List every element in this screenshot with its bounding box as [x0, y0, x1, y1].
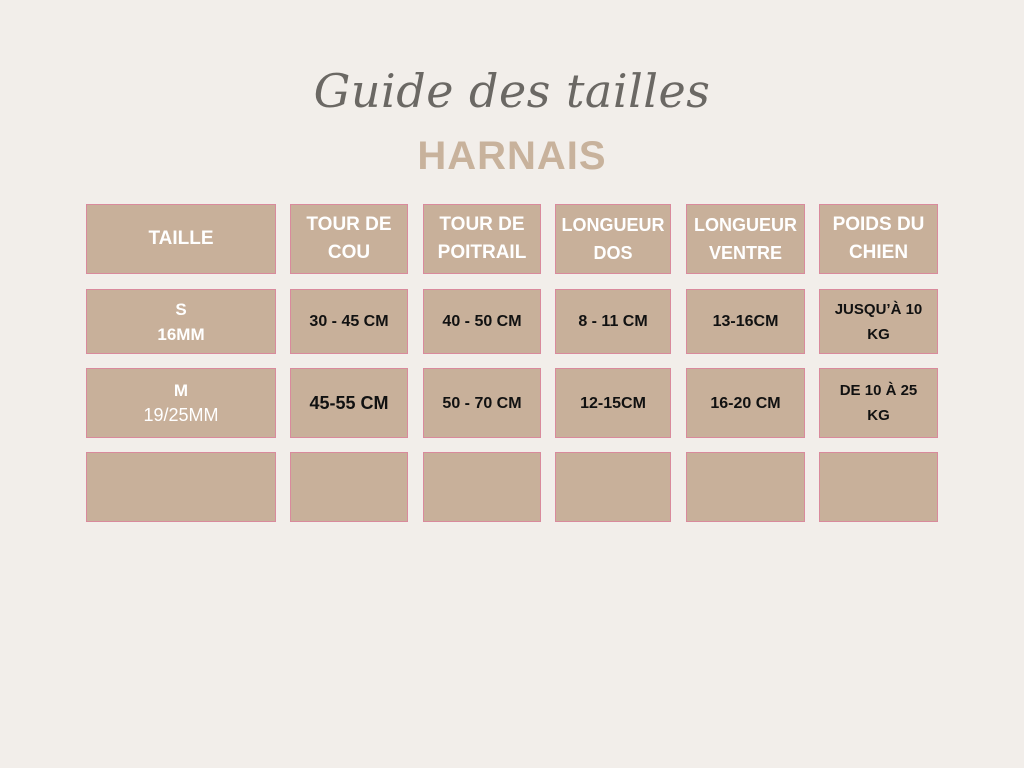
header-label: POIDS DU — [832, 214, 925, 235]
header-label: LONGUEUR — [694, 215, 797, 235]
cell-value: 40 - 50 CM — [442, 313, 522, 330]
header-label: POITRAIL — [437, 242, 527, 263]
size-letter: S — [175, 299, 187, 319]
table-row-empty-cell — [423, 452, 541, 522]
header-label: LONGUEUR — [561, 215, 665, 235]
table-row-s-dos-cell — [555, 289, 671, 354]
table-row-m-cou-cell — [290, 368, 408, 438]
size-letter: M — [173, 381, 189, 400]
page-subtitle: HARNAIS — [417, 134, 607, 178]
size-width: 16MM — [157, 324, 205, 344]
table-row-empty-cell — [86, 452, 276, 522]
header-cell-poids-du-chien — [819, 204, 938, 274]
table-row-empty-cell — [686, 452, 805, 522]
cell-value: JUSQU’À 10 — [834, 300, 923, 318]
header-label: COU — [327, 242, 371, 263]
table-row-m-size-cell — [86, 368, 276, 438]
cell-value: 50 - 70 CM — [442, 394, 522, 412]
table-row-m-dos-cell — [555, 368, 671, 438]
cell-value: KG — [867, 325, 890, 343]
table-row-s-ventre-cell — [686, 289, 805, 354]
header-cell-taille — [86, 204, 276, 274]
size-width: 19/25MM — [143, 405, 219, 425]
cell-value: 12-15CM — [580, 394, 646, 412]
cell-value: 13-16CM — [712, 313, 779, 330]
table-row-m-poids-cell — [819, 368, 938, 438]
table-row-s-size-cell — [86, 289, 276, 354]
cell-value: 8 - 11 CM — [578, 313, 648, 330]
table-row-m-poitrail-cell — [423, 368, 541, 438]
page-title: Guide des tailles — [313, 64, 711, 118]
header-label: TOUR DE — [306, 214, 392, 235]
cell-value: DE 10 À 25 — [839, 382, 918, 399]
cell-value: 30 - 45 CM — [309, 313, 389, 330]
header-cell-longueur-dos — [555, 204, 671, 274]
header-label: TOUR DE — [439, 214, 525, 235]
table-row-empty-cell — [290, 452, 408, 522]
header-label: DOS — [593, 243, 633, 263]
header-cell-longueur-ventre — [686, 204, 805, 274]
header-cell-tour-de-poitrail — [423, 204, 541, 274]
table-row-s-poids-cell — [819, 289, 938, 354]
cell-value: 45-55 CM — [309, 392, 389, 413]
cell-value: KG — [867, 407, 890, 424]
header-label: VENTRE — [708, 243, 782, 263]
table-row-empty-cell — [819, 452, 938, 522]
table-row-m-ventre-cell — [686, 368, 805, 438]
header-label: CHIEN — [848, 242, 909, 263]
header-label: TAILLE — [148, 228, 214, 249]
cell-value: 16-20 CM — [710, 394, 781, 412]
table-row-s-poitrail-cell — [423, 289, 541, 354]
header-cell-tour-de-cou — [290, 204, 408, 274]
table-row-s-cou-cell — [290, 289, 408, 354]
table-row-empty-cell — [555, 452, 671, 522]
